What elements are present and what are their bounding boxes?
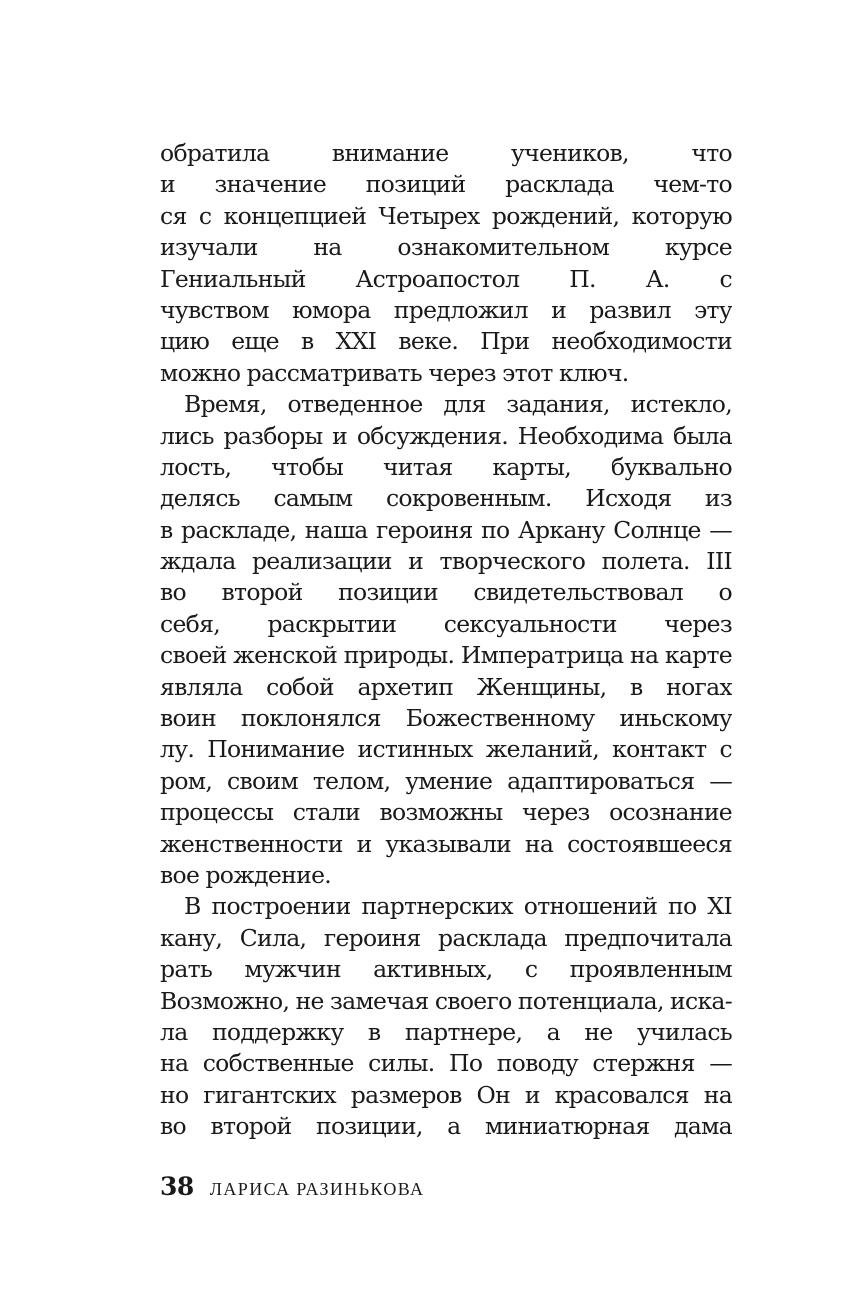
text-line: можно рассматривать через этот ключ.	[160, 358, 629, 387]
text-line: лость, чтобы читая карты, буквально	[160, 452, 732, 481]
text-line: ла поддержку в партнере, а не училась	[160, 1017, 732, 1046]
text-line: ся с концепцией Четырех рождений, которую	[160, 201, 732, 230]
text-line: лись разборы и обсуждения. Необходима была	[160, 421, 732, 450]
text-line: ром, своим телом, умение адаптироваться —	[160, 766, 732, 795]
text-line: и значение позиций расклада чем-то	[160, 170, 732, 199]
running-head-author: ЛАРИСА РАЗИНЬКОВА	[209, 1179, 425, 1199]
text-line: себя, раскрытии сексуальности через	[160, 609, 732, 638]
text-line: вое рождение.	[160, 860, 332, 889]
text-line: лу. Понимание истинных желаний, контакт с	[160, 735, 732, 764]
text-line: Время, отведенное для задания, истекло,	[184, 390, 732, 419]
text-line: воин поклонялся Божественному иньскому	[160, 704, 732, 733]
text-line: чувством юмора предложил и развил эту	[160, 295, 732, 324]
text-line: но гигантских размеров Он и красовался на	[160, 1080, 732, 1109]
text-line: Гениальный Астроапостол П. А. с	[160, 264, 732, 293]
text-line: на собственные силы. По поводу стержня —	[160, 1049, 732, 1078]
text-line: во второй позиции свидетельствовал о	[160, 578, 732, 607]
text-line: женственности и указывали на состоявшееся	[160, 829, 732, 858]
text-line: своей женской природы. Императрица на карте	[160, 641, 732, 670]
text-line: Возможно, не замечая своего потенциала, иска-	[160, 986, 732, 1015]
text-line: цию еще в XXI веке. При необходимости	[160, 327, 732, 356]
text-line: кану, Сила, героиня расклада предпочитала	[160, 923, 732, 952]
text-line: процессы стали возможны через осознание	[160, 798, 732, 827]
page-number: 38	[160, 1172, 194, 1201]
body-text	[160, 138, 732, 1143]
text-line: являла собой архетип Женщины, в ногах	[160, 672, 732, 701]
text-line: делясь самым сокровенным. Исходя из	[160, 484, 732, 513]
text-line: обратила внимание учеников, что	[160, 139, 732, 167]
text-line: в раскладе, наша героиня по Аркану Солнце —	[160, 515, 732, 544]
text-line: В построении партнерских отношений по XI	[184, 892, 732, 921]
text-line: ждала реализации и творческого полета. III	[160, 547, 732, 576]
text-line: во второй позиции, а миниатюрная дама	[160, 1112, 732, 1141]
text-line: рать мужчин активных, с проявленным	[160, 955, 732, 984]
page-footer	[160, 1172, 424, 1208]
text-line: изучали на ознакомительном курсе	[160, 233, 732, 262]
